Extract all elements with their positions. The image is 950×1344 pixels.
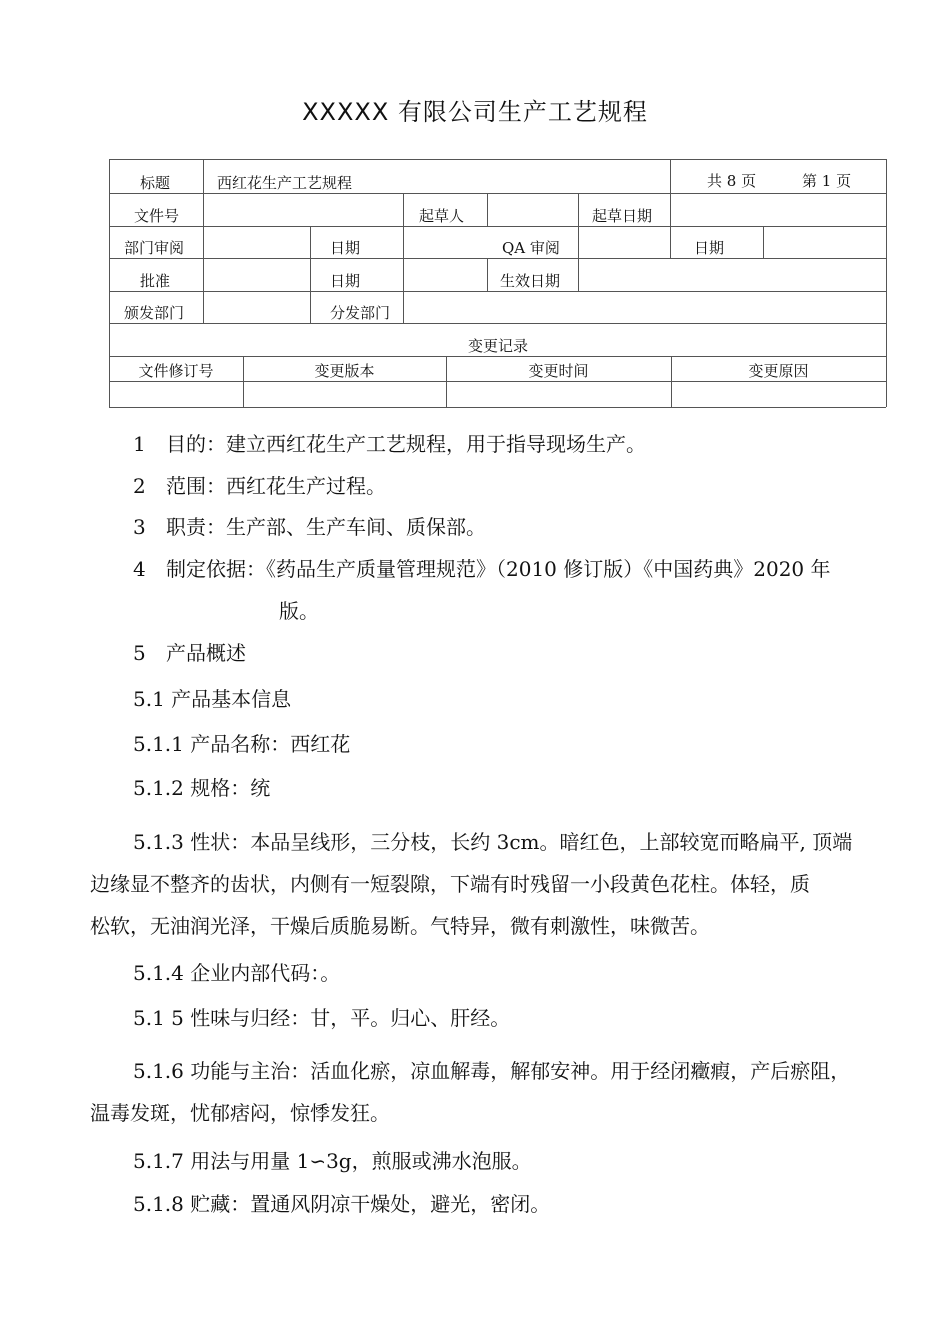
qa-date-label: 日期 [694,239,725,257]
section-5-1-6-line1: 5.1.6 功能与主治：活血化瘀，凉血解毒，解郁安神。用于经闭癥瘕，产后瘀阻， [133,1059,851,1083]
document-title: XXXXX 有限公司生产工艺规程 [302,98,648,126]
section-1-number: 1 [133,432,146,456]
qa-review-label: QA 审阅 [502,239,560,257]
section-5-1-2: 5.1.2 规格：统 [133,776,271,800]
section-5-1-6-line2: 温毒发斑，忧郁痞闷，惊悸发狂。 [90,1101,390,1125]
effective-date-label: 生效日期 [500,272,561,290]
section-5-1-5: 5.1 5 性味与归经：甘，平。归心、肝经。 [133,1006,511,1030]
dept-review-label: 部门审阅 [124,239,185,257]
section-5-1-8: 5.1.8 贮藏：置通风阴凉干燥处，避光，密闭。 [133,1192,551,1216]
change-header-time: 变更时间 [528,362,589,380]
section-5-1-7: 5.1.7 用法与用量 1∽3g，煎服或沸水泡服。 [133,1149,532,1173]
section-4-basis: 制定依据：《药品生产质量管理规范》（2010 修订版）《中国药典》2020 年 [166,557,831,581]
change-header-revision: 文件修订号 [138,362,214,380]
change-header-reason: 变更原因 [748,362,809,380]
section-5-1-3-line1: 5.1.3 性状：本品呈线形，三分枝，长约 3cm。暗红色，上部较宽而略扁平, 顶端 [133,830,853,854]
issue-dept-label: 颁发部门 [124,304,185,322]
change-header-version: 变更版本 [314,362,375,380]
total-pages: 共 8 页 [707,172,757,190]
section-4-number: 4 [133,557,146,581]
section-4-basis-cont: 版。 [279,599,319,623]
distrib-dept-label: 分发部门 [330,304,391,322]
section-5-number: 5 [133,641,146,665]
section-5-1-3-line3: 松软，无油润光泽，干燥后质脆易断。气特异，微有刺激性，味微苦。 [90,914,710,938]
change-record-label: 变更记录 [467,337,528,355]
section-1-purpose: 目的：建立西红花生产工艺规程，用于指导现场生产。 [166,432,646,456]
title-label: 标题 [140,174,171,192]
section-5-heading: 产品概述 [166,641,246,665]
title-value: 西红花生产工艺规程 [217,174,353,192]
section-5-1-1: 5.1.1 产品名称：西红花 [133,732,351,756]
section-5-1-4: 5.1.4 企业内部代码：。 [133,961,341,985]
drafter-label: 起草人 [419,207,465,225]
page-number: 第 1 页 [802,172,852,190]
section-2-number: 2 [133,474,146,498]
review-date-label: 日期 [330,239,361,257]
approve-date-label: 日期 [330,272,361,290]
section-3-responsibility: 职责：生产部、生产车间、质保部。 [166,515,486,539]
draft-date-label: 起草日期 [592,207,653,225]
section-3-number: 3 [133,515,146,539]
file-no-label: 文件号 [134,207,180,225]
section-2-scope: 范围：西红花生产过程。 [166,474,386,498]
section-5-1: 5.1 产品基本信息 [133,687,292,711]
section-5-1-3-line2: 边缘显不整齐的齿状，内侧有一短裂隙，下端有时残留一小段黄色花柱。体轻，质 [90,872,810,896]
approve-label: 批准 [140,272,171,290]
